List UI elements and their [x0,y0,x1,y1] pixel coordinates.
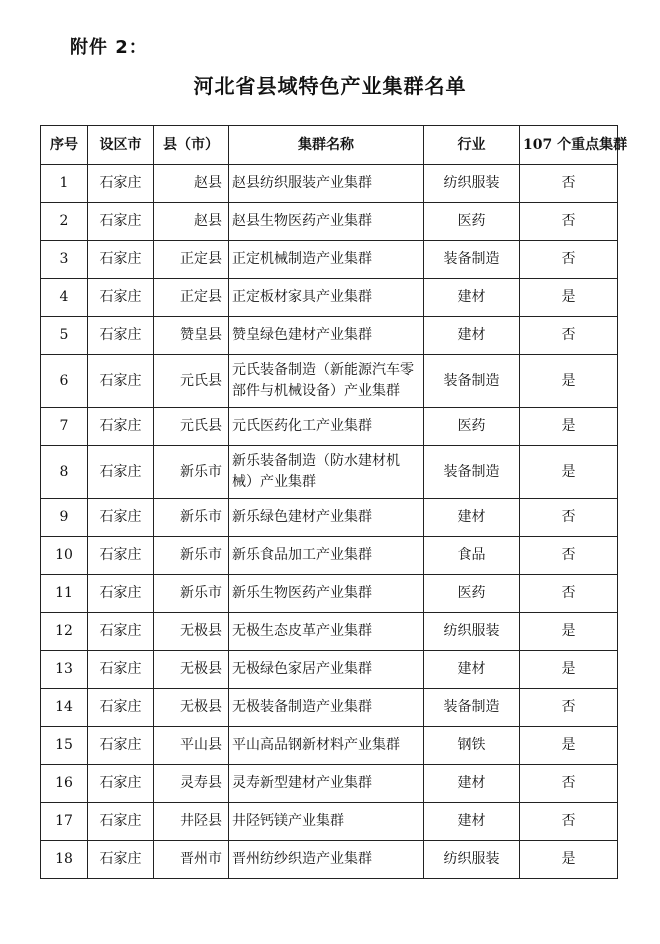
cell-index: 16 [41,765,88,803]
cell-key-cluster: 是 [520,446,618,499]
cell-key-cluster: 否 [520,803,618,841]
cell-index: 10 [41,537,88,575]
cell-county: 赞皇县 [154,317,229,355]
cell-industry: 装备制造 [424,241,520,279]
cell-county: 新乐市 [154,499,229,537]
document-title: 河北省县域特色产业集群名单 [193,74,467,98]
cell-industry: 装备制造 [424,689,520,727]
cell-city: 石家庄 [88,803,154,841]
cell-index: 17 [41,803,88,841]
cell-city: 石家庄 [88,575,154,613]
cell-industry: 纺织服装 [424,613,520,651]
cell-cluster-name: 灵寿新型建材产业集群 [229,765,424,803]
cell-cluster-name: 晋州纺纱织造产业集群 [229,841,424,879]
cell-index: 13 [41,651,88,689]
cell-industry: 纺织服装 [424,165,520,203]
cell-index: 5 [41,317,88,355]
cell-county: 元氏县 [154,408,229,446]
table-row [41,317,618,355]
header-index: 序号 [41,126,88,165]
cell-county: 正定县 [154,241,229,279]
cell-county: 元氏县 [154,355,229,408]
cell-county: 晋州市 [154,841,229,879]
cell-cluster-name: 新乐食品加工产业集群 [229,537,424,575]
cell-city: 石家庄 [88,613,154,651]
cell-industry: 食品 [424,537,520,575]
table-header-row [41,126,618,165]
cell-industry: 医药 [424,408,520,446]
cell-industry: 纺织服装 [424,841,520,879]
cell-cluster-name: 元氏医药化工产业集群 [229,408,424,446]
cell-county: 灵寿县 [154,765,229,803]
cell-industry: 装备制造 [424,446,520,499]
table-row [41,803,618,841]
cell-industry: 建材 [424,765,520,803]
cell-cluster-name: 正定板材家具产业集群 [229,279,424,317]
cell-key-cluster: 是 [520,279,618,317]
cell-index: 3 [41,241,88,279]
cell-cluster-name: 新乐装备制造（防水建材机械）产业集群 [229,446,424,499]
cell-county: 无极县 [154,651,229,689]
cell-county: 新乐市 [154,575,229,613]
table-row [41,499,618,537]
cell-key-cluster: 是 [520,727,618,765]
cell-key-cluster: 否 [520,241,618,279]
cell-index: 11 [41,575,88,613]
table-row [41,408,618,446]
cell-index: 4 [41,279,88,317]
cell-city: 石家庄 [88,408,154,446]
table-row [41,203,618,241]
header-industry: 行业 [424,126,520,165]
table-row [41,841,618,879]
cell-index: 18 [41,841,88,879]
cell-county: 井陉县 [154,803,229,841]
cell-key-cluster: 是 [520,841,618,879]
cell-city: 石家庄 [88,651,154,689]
cell-cluster-name: 赵县生物医药产业集群 [229,203,424,241]
cell-city: 石家庄 [88,279,154,317]
cell-cluster-name: 新乐生物医药产业集群 [229,575,424,613]
table-row [41,651,618,689]
cell-key-cluster: 是 [520,355,618,408]
cell-industry: 建材 [424,499,520,537]
table-row [41,355,618,408]
cell-cluster-name: 新乐绿色建材产业集群 [229,499,424,537]
cell-county: 无极县 [154,613,229,651]
cell-index: 12 [41,613,88,651]
table-row [41,279,618,317]
cell-cluster-name: 赞皇绿色建材产业集群 [229,317,424,355]
cell-city: 石家庄 [88,355,154,408]
cell-city: 石家庄 [88,765,154,803]
table-row [41,689,618,727]
cell-cluster-name: 元氏装备制造（新能源汽车零部件与机械设备）产业集群 [229,355,424,408]
cell-industry: 医药 [424,575,520,613]
cell-index: 7 [41,408,88,446]
cell-key-cluster: 否 [520,765,618,803]
cell-index: 1 [41,165,88,203]
cell-cluster-name: 正定机械制造产业集群 [229,241,424,279]
cell-cluster-name: 无极装备制造产业集群 [229,689,424,727]
cell-index: 8 [41,446,88,499]
cell-key-cluster: 否 [520,575,618,613]
cell-key-cluster: 否 [520,537,618,575]
cell-county: 新乐市 [154,537,229,575]
cell-industry: 建材 [424,651,520,689]
header-county: 县（市） [154,126,229,165]
cell-industry: 建材 [424,279,520,317]
cell-key-cluster: 否 [520,203,618,241]
cell-key-cluster: 否 [520,499,618,537]
cell-key-cluster: 是 [520,651,618,689]
header-city: 设区市 [88,126,154,165]
table-row [41,537,618,575]
cell-industry: 装备制造 [424,355,520,408]
header-cluster-name: 集群名称 [229,126,424,165]
cell-industry: 钢铁 [424,727,520,765]
table-row [41,765,618,803]
cell-cluster-name: 无极绿色家居产业集群 [229,651,424,689]
cell-index: 14 [41,689,88,727]
cell-county: 无极县 [154,689,229,727]
cell-city: 石家庄 [88,841,154,879]
table-row [41,241,618,279]
cell-city: 石家庄 [88,446,154,499]
cell-index: 6 [41,355,88,408]
table-row [41,165,618,203]
cell-cluster-name: 井陉钙镁产业集群 [229,803,424,841]
cell-city: 石家庄 [88,499,154,537]
cell-city: 石家庄 [88,537,154,575]
header-key-cluster: 107 个重点集群 [520,126,618,165]
cell-cluster-name: 平山高品钢新材料产业集群 [229,727,424,765]
table-row [41,575,618,613]
cell-cluster-name: 赵县纺织服装产业集群 [229,165,424,203]
table-row [41,446,618,499]
cell-key-cluster: 否 [520,317,618,355]
attachment-label: 附件 2： [70,37,148,58]
cell-industry: 医药 [424,203,520,241]
cell-city: 石家庄 [88,241,154,279]
table-body [41,165,618,879]
cluster-table [40,125,628,879]
cell-index: 2 [41,203,88,241]
cell-key-cluster: 是 [520,613,618,651]
cell-key-cluster: 是 [520,408,618,446]
cell-city: 石家庄 [88,727,154,765]
cell-cluster-name: 无极生态皮革产业集群 [229,613,424,651]
cell-industry: 建材 [424,803,520,841]
cell-key-cluster: 否 [520,165,618,203]
cell-key-cluster: 否 [520,689,618,727]
cell-county: 正定县 [154,279,229,317]
cell-city: 石家庄 [88,317,154,355]
table-row [41,613,618,651]
table-row [41,727,618,765]
cell-county: 赵县 [154,203,229,241]
cell-index: 15 [41,727,88,765]
cell-county: 平山县 [154,727,229,765]
cell-city: 石家庄 [88,203,154,241]
cell-city: 石家庄 [88,165,154,203]
cell-county: 赵县 [154,165,229,203]
cell-county: 新乐市 [154,446,229,499]
cell-city: 石家庄 [88,689,154,727]
cell-index: 9 [41,499,88,537]
cell-industry: 建材 [424,317,520,355]
